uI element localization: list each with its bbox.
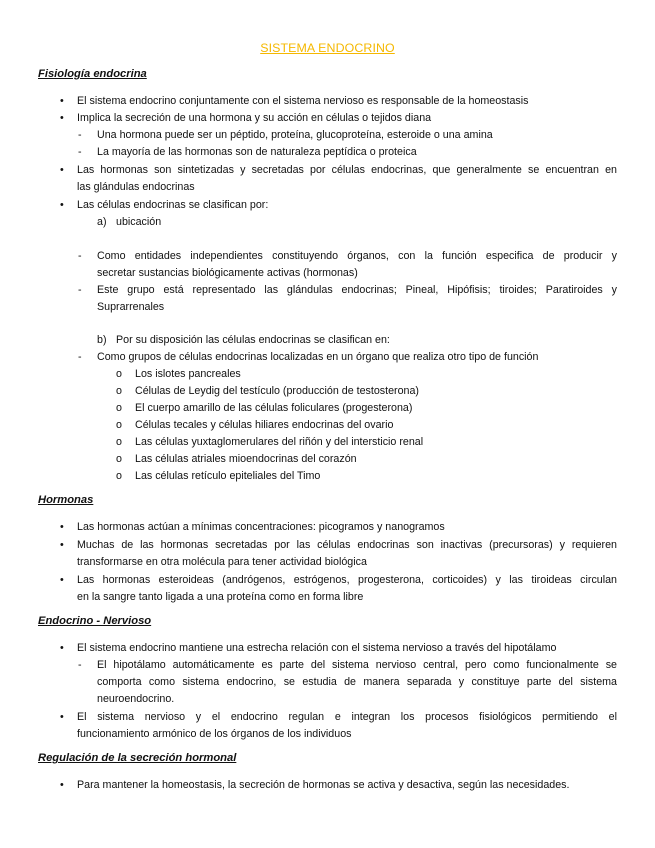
circle-list-item: Las células retículo epiteliales del Timo: [135, 470, 321, 482]
list-item: Las hormonas son sintetizadas y secretadas por células endocrinas, que generalmente se encuentran en: [77, 164, 617, 176]
circle-glyph: o: [116, 470, 122, 482]
sub-label: a): [97, 216, 107, 228]
list-item: El sistema endocrino conjuntamente con el sistema nervioso es responsable de la homeostasis: [77, 95, 529, 107]
sub-label-text: Por su disposición las células endocrinas se clasifican en:: [116, 334, 390, 346]
circle-glyph: o: [116, 419, 122, 431]
sub-list-item: El hipotálamo automáticamente es parte del sistema nervioso central, pero como funcionalmente se: [97, 659, 617, 671]
dash-glyph: -: [78, 659, 82, 671]
sub-label-text: ubicación: [116, 216, 162, 228]
bullet-glyph: •: [60, 164, 64, 176]
circle-list-item: El cuerpo amarillo de las células foliculares (progesterona): [135, 402, 413, 414]
section-heading-regulacion: Regulación de la secreción hormonal: [38, 752, 237, 764]
sub-label: b): [97, 334, 107, 346]
list-item: Las células endocrinas se clasifican por:: [77, 199, 269, 211]
dash-glyph: -: [78, 351, 82, 363]
list-item: Las hormonas actúan a mínimas concentraciones: picogramos y nanogramos: [77, 521, 445, 533]
bullet-glyph: •: [60, 112, 64, 124]
sub-list-item-continuation: Suprarrenales: [97, 301, 165, 313]
sub-list-item: Este grupo está representado las glándulas endocrinas; Pineal, Hipófisis; tiroides; Paratiroides y: [97, 284, 617, 296]
bullet-glyph: •: [60, 711, 64, 723]
sub-list-item: Una hormona puede ser un péptido, proteína, glucoproteína, esteroide o una amina: [97, 129, 493, 141]
circle-list-item: Células de Leydig del testículo (producción de testosterona): [135, 385, 419, 397]
list-item: El sistema endocrino mantiene una estrecha relación con el sistema nervioso a través del hipotálamo: [77, 642, 557, 654]
list-item-continuation: transformarse en otra molécula para tener actividad biológica: [77, 556, 367, 568]
circle-glyph: o: [116, 385, 122, 397]
section-heading-endocrino-nervioso: Endocrino - Nervioso: [38, 615, 152, 627]
circle-glyph: o: [116, 368, 122, 380]
list-item-continuation: funcionamiento armónico de los órganos de los individuos: [77, 728, 352, 740]
sub-list-item-continuation: comporta como sistema endocrino, se estudia de manera separada y constituye parte del sistema: [97, 676, 617, 688]
list-item: Implica la secreción de una hormona y su acción en células o tejidos diana: [77, 112, 432, 124]
dash-glyph: -: [78, 284, 82, 296]
sub-list-item: La mayoría de las hormonas son de naturaleza peptídica o proteica: [97, 146, 417, 158]
list-item: Para mantener la homeostasis, la secreción de hormonas se activa y desactiva, según las necesidades.: [77, 779, 570, 791]
sub-list-item: Como entidades independientes constituyendo órganos, con la función especifica de producir y: [97, 250, 617, 262]
page-title: SISTEMA ENDOCRINO: [260, 41, 395, 55]
circle-glyph: o: [116, 402, 122, 414]
dash-glyph: -: [78, 129, 82, 141]
section-heading-hormonas: Hormonas: [38, 494, 94, 506]
bullet-glyph: •: [60, 574, 64, 586]
circle-glyph: o: [116, 436, 122, 448]
bullet-glyph: •: [60, 642, 64, 654]
list-item-continuation: las glándulas endocrinas: [77, 181, 195, 193]
list-item-continuation: en la sangre tanto ligada a una proteína como en forma libre: [77, 591, 364, 603]
circle-list-item: Las células atriales mioendocrinas del corazón: [135, 453, 357, 465]
circle-list-item: Las células yuxtaglomerulares del riñón y del intersticio renal: [135, 436, 424, 448]
bullet-glyph: •: [60, 539, 64, 551]
bullet-glyph: •: [60, 95, 64, 107]
sub-list-item: Como grupos de células endocrinas localizadas en un órgano que realiza otro tipo de función: [97, 351, 539, 363]
dash-glyph: -: [78, 250, 82, 262]
bullet-glyph: •: [60, 199, 64, 211]
circle-list-item: Células tecales y células hiliares endocrinas del ovario: [135, 419, 394, 431]
list-item: El sistema nervioso y el endocrino regulan e integran los procesos fisiológicos permitiendo el: [77, 711, 617, 723]
dash-glyph: -: [78, 146, 82, 158]
sub-list-item-continuation: secretar sustancias biológicamente activas (hormonas): [97, 267, 358, 279]
list-item: Muchas de las hormonas secretadas por las células endocrinas son inactivas (precursoras) y requieren: [77, 539, 617, 551]
sub-list-item-continuation: neuroendocrino.: [97, 693, 175, 705]
circle-list-item: Los islotes pancreales: [135, 368, 241, 380]
list-item: Las hormonas esteroideas (andrógenos, estrógenos, progesterona, corticoides) y las tiroideas circulan: [77, 574, 617, 586]
section-heading-fisiologia: Fisiología endocrina: [38, 68, 147, 80]
bullet-glyph: •: [60, 779, 64, 791]
bullet-glyph: •: [60, 521, 64, 533]
circle-glyph: o: [116, 453, 122, 465]
